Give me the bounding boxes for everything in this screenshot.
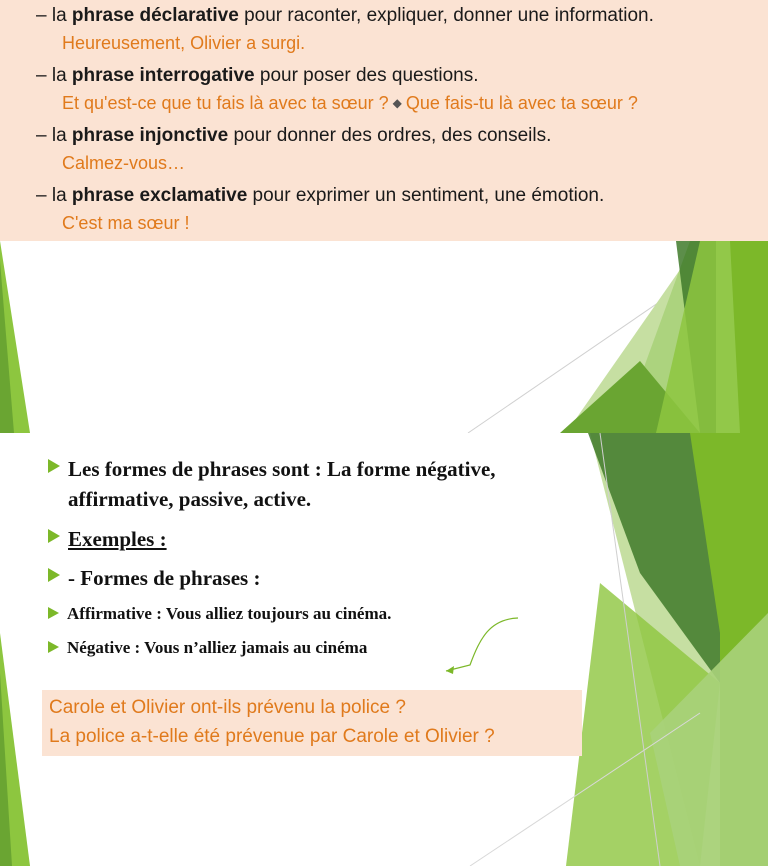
slide-forms xyxy=(0,433,768,866)
triangle-bullet-icon xyxy=(48,607,59,619)
bullet-formes: - Formes de phrases : xyxy=(48,563,260,593)
interrogative-examples-box xyxy=(42,690,582,756)
rule-declarative: – la phrase déclarative pour raconter, expliquer, donner une information. xyxy=(36,5,654,26)
slide-blank xyxy=(0,241,768,433)
grammar-rules-block xyxy=(0,0,768,241)
green-decoration xyxy=(0,241,768,433)
example-interrogative: Et qu'est-ce que tu fais là avec ta sœur ? ◆ Que fais-tu là avec ta sœur ? xyxy=(62,93,638,113)
triangle-bullet-icon xyxy=(48,641,59,653)
triangle-bullet-icon xyxy=(48,459,60,473)
bullet-text: Les formes de phrases sont : La forme négative, affirmative, passive, active. xyxy=(68,457,496,511)
triangle-bullet-icon xyxy=(48,529,60,543)
example-active: Carole et Olivier ont-ils prévenu la police ? xyxy=(49,697,406,718)
bullet-negative: Négative : Vous n’alliez jamais au cinéma xyxy=(48,638,367,658)
example-passive: La police a-t-elle été prévenue par Carole et Olivier ? xyxy=(49,726,495,747)
example-declarative: Heureusement, Olivier a surgi. xyxy=(62,33,306,53)
rule-injunctive: – la phrase injonctive pour donner des ordres, des conseils. xyxy=(36,125,552,146)
diamond-icon: ◆ xyxy=(392,96,402,110)
bullet-examples: Exemples : xyxy=(48,524,167,554)
rule-exclamative: – la phrase exclamative pour exprimer un sentiment, une émotion. xyxy=(36,185,605,206)
bullet-forms-intro xyxy=(48,454,496,514)
example-exclamative: C'est ma sœur ! xyxy=(62,213,190,233)
example-injunctive: Calmez-vous… xyxy=(62,153,186,173)
rule-interrogative: – la phrase interrogative pour poser des questions. xyxy=(36,65,479,86)
bullet-affirmative: Affirmative : Vous alliez toujours au cinéma. xyxy=(48,604,391,624)
triangle-bullet-icon xyxy=(48,568,60,582)
